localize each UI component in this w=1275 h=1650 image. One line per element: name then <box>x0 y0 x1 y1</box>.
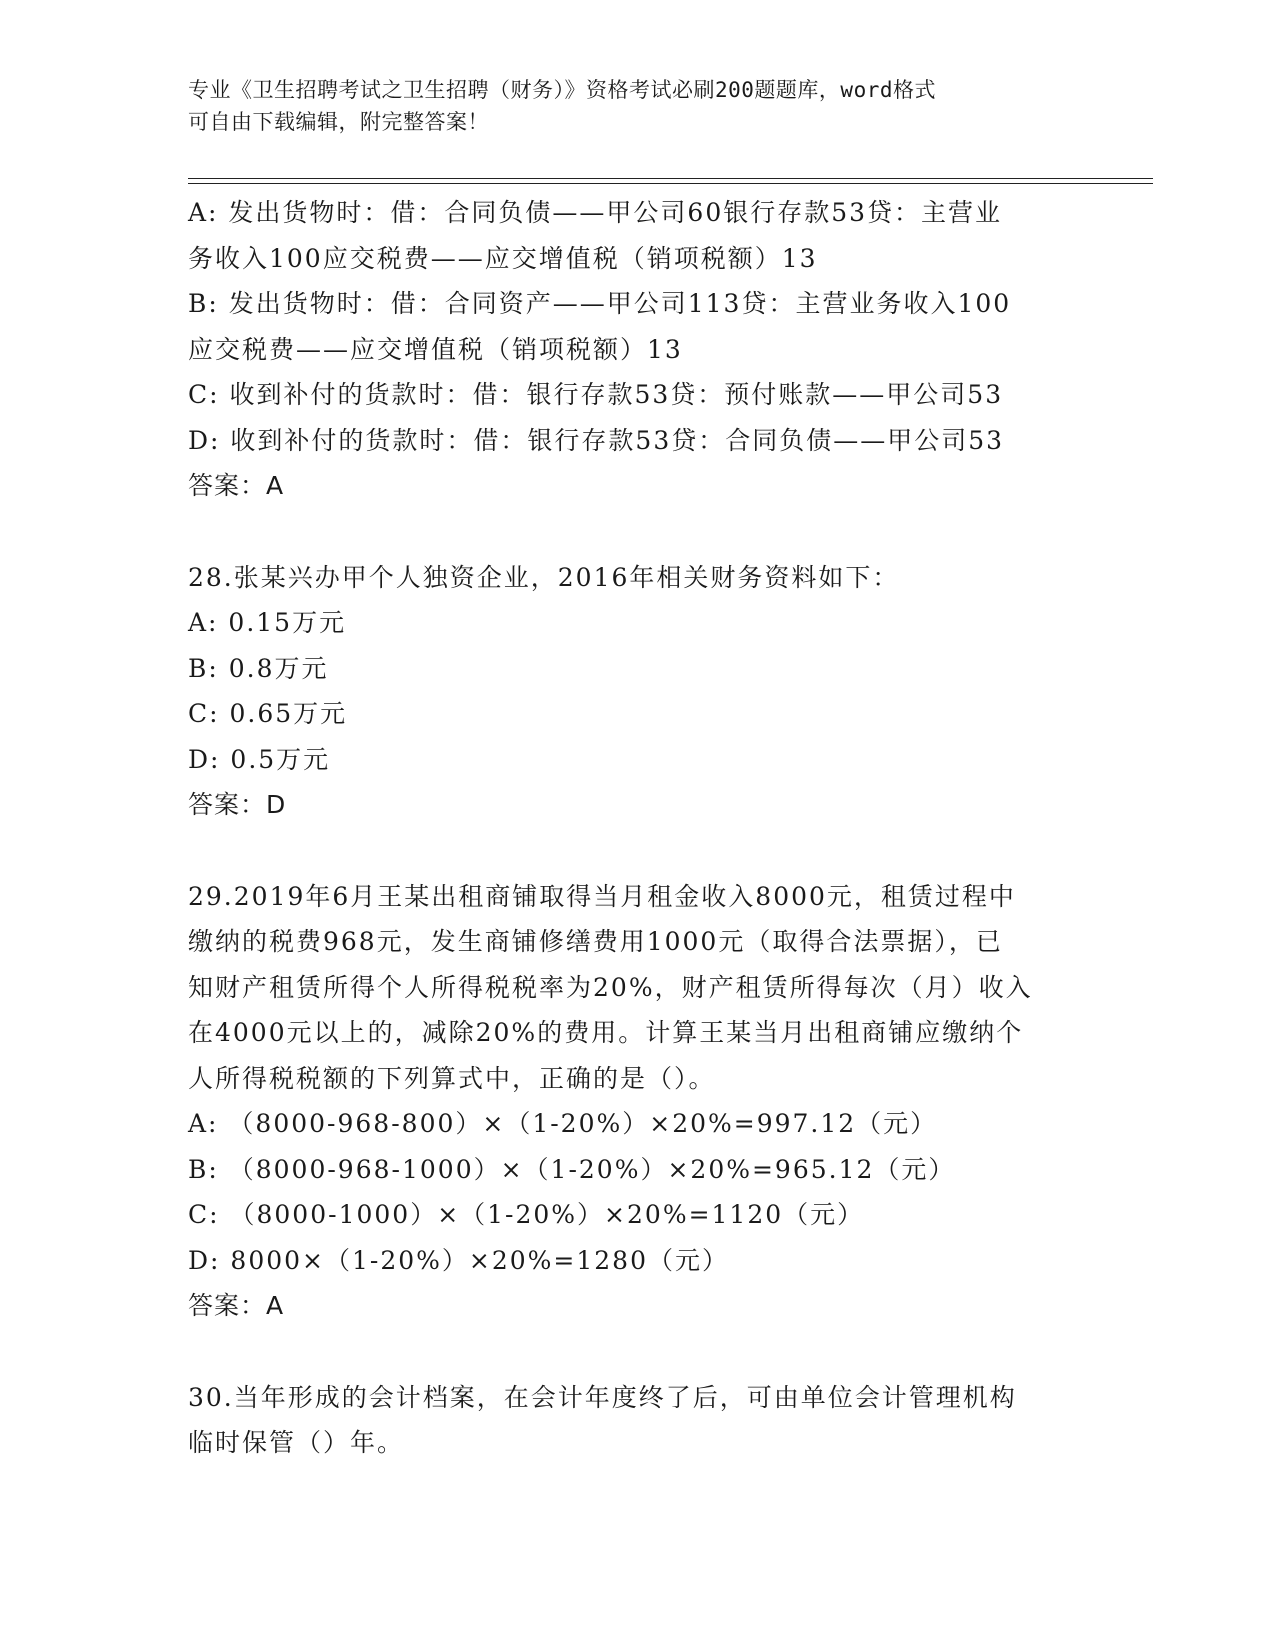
question-27-options <box>188 190 1088 509</box>
question-stem-line-3: 知财产租赁所得个人所得税税率为20%，财产租赁所得每次（月）收入 <box>188 972 1033 1002</box>
option-c: C: （8000-1000）×（1-20%）×20%=1120（元） <box>188 1200 865 1229</box>
option-b: B: 0.8万元 <box>188 653 329 683</box>
answer-27: 答案：A <box>188 471 285 500</box>
option-b-line-1: B: 发出货物时：借：合同资产——甲公司113贷：主营业务收入100 <box>188 289 1012 318</box>
question-28 <box>188 555 1088 828</box>
document-body <box>188 190 1088 1466</box>
question-stem-line-1: 29.2019年6月王某出租商铺取得当月租金收入8000元，租赁过程中 <box>188 881 1016 911</box>
question-stem-line-1: 30.当年形成的会计档案，在会计年度终了后，可由单位会计管理机构 <box>188 1382 1017 1412</box>
option-a: A: （8000-968-800）×（1-20%）×20%=997.12（元） <box>188 1109 938 1138</box>
option-b: B: （8000-968-1000）×（1-20%）×20%=965.12（元） <box>188 1154 956 1184</box>
option-d: D: 0.5万元 <box>188 744 331 774</box>
question-29 <box>188 874 1088 1329</box>
option-d: D: 收到补付的货款时：借：银行存款53贷：合同负债——甲公司53 <box>188 425 1005 455</box>
question-stem-line-2: 临时保管（）年。 <box>188 1428 405 1457</box>
question-stem: 28.张某兴办甲个人独资企业，2016年相关财务资料如下： <box>188 562 900 592</box>
header-line-2: 可自由下载编辑，附完整答案！ <box>188 110 489 134</box>
header-divider <box>188 178 1153 184</box>
option-a: A: 0.15万元 <box>188 608 347 637</box>
option-a-line-1: A: 发出货物时：借：合同负债——甲公司60银行存款53贷：主营业 <box>188 198 1003 227</box>
question-stem-line-5: 人所得税税额的下列算式中，正确的是（）。 <box>188 1063 716 1093</box>
answer-28: 答案：D <box>188 790 287 819</box>
question-stem-line-2: 缴纳的税费968元，发生商铺修缮费用1000元（取得合法票据），已 <box>188 927 1003 956</box>
answer-29: 答案：A <box>188 1291 285 1320</box>
question-stem-line-4: 在4000元以上的，减除20%的费用。计算王某当月出租商铺应缴纳个 <box>188 1018 1024 1047</box>
option-d: D: 8000×（1-20%）×20%=1280（元） <box>188 1245 729 1275</box>
question-30 <box>188 1375 1088 1466</box>
option-c: C: 0.65万元 <box>188 699 348 728</box>
option-c: C: 收到补付的货款时：借：银行存款53贷：预付账款——甲公司53 <box>188 380 1004 409</box>
option-a-line-2: 务收入100应交税费——应交增值税（销项税额）13 <box>188 243 818 273</box>
document-header <box>188 74 1068 138</box>
header-line-1: 专业《卫生招聘考试之卫生招聘（财务）》资格考试必刷200题题库，word格式 <box>188 78 936 102</box>
option-b-line-2: 应交税费——应交增值税（销项税额）13 <box>188 334 683 364</box>
